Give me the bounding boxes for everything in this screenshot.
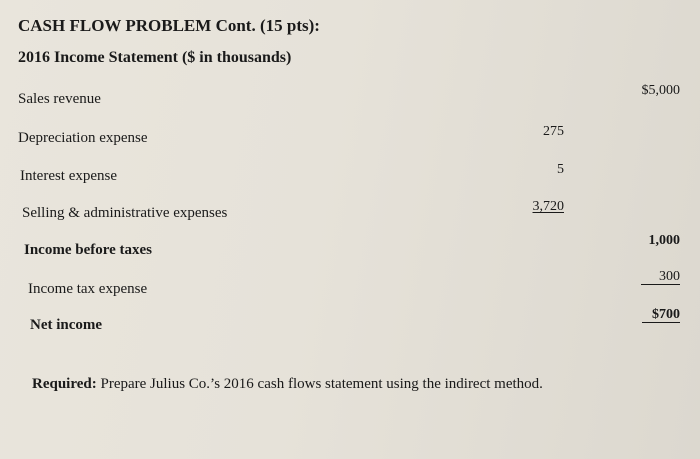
required-prefix: Required:	[32, 376, 97, 392]
row-label-selling-admin-expenses: Selling & administrative expenses	[22, 205, 228, 221]
value-income-before-taxes: 1,000	[648, 233, 680, 248]
value-income-tax-expense-text: 300	[641, 270, 680, 285]
row-label-income-tax-expense: Income tax expense	[28, 281, 148, 297]
problem-title-main: CASH FLOW PROBLEM Cont.	[18, 16, 256, 35]
value-depreciation-expense: 275	[543, 124, 564, 139]
value-net-income-text: $700	[642, 308, 680, 323]
required-text: Prepare Julius Co.’s 2016 cash flows statement using the indirect method.	[100, 376, 543, 392]
value-sales-revenue: $5,000	[641, 83, 680, 98]
statement-title: 2016 Income Statement ($ in thousands)	[18, 49, 292, 66]
problem-points: (15 pts):	[259, 16, 320, 35]
value-net-income	[642, 308, 680, 323]
value-interest-expense: 5	[557, 162, 564, 177]
value-selling-admin-expenses: 3,720	[532, 199, 564, 214]
row-label-sales-revenue: Sales revenue	[18, 91, 101, 107]
row-label-income-before-taxes: Income before taxes	[24, 242, 153, 258]
required-instruction	[32, 377, 543, 392]
value-income-tax-expense	[641, 270, 680, 285]
problem-title	[18, 17, 320, 34]
row-label-depreciation-expense: Depreciation expense	[18, 130, 148, 146]
row-label-interest-expense: Interest expense	[20, 168, 118, 184]
row-label-net-income: Net income	[30, 317, 103, 333]
